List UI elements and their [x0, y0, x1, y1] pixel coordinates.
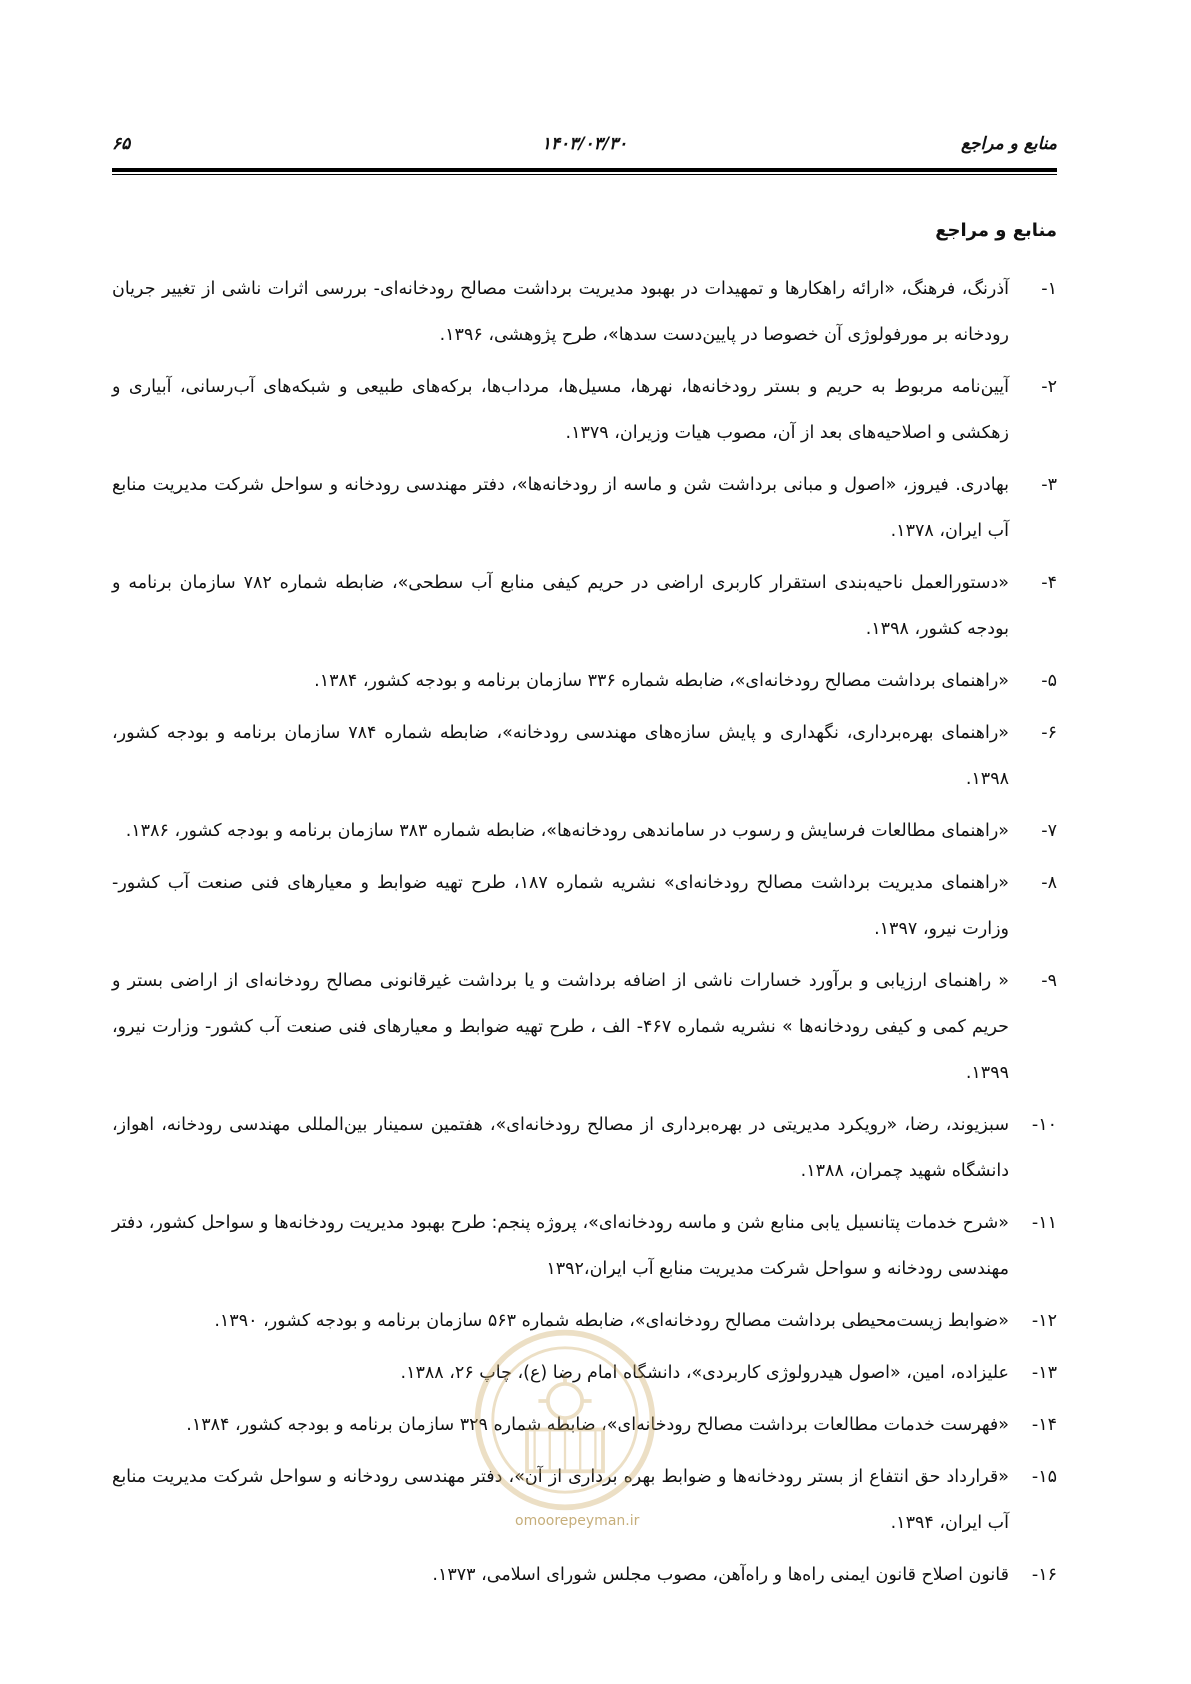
reference-text: «دستورالعمل ناحیه‌بندی استقرار کاربری اراضی در حریم کیفی منابع آب سطحی»، ضابطه شماره ۷۸۲ سازمان برنامه و بودجه کشور، ۱۳۹۸.: [112, 573, 1009, 639]
reference-number: ۴-: [1041, 573, 1057, 593]
reference-text: آذرنگ، فرهنگ، «ارائه راهکارها و تمهیدات در بهبود مدیریت برداشت مصالح رودخانه‌ای- بررسی اثرات ناشی از تغییر جریان رودخانه بر مورفولوژی آن خصوصا در پایین‌دست سدها»، طرح پژوهشی، ۱۳۹۶.: [112, 279, 1009, 345]
header-section-title: منابع و مراجع: [960, 134, 1057, 154]
reference-text: قانون اصلاح قانون ایمنی راه‌ها و راه‌آهن، مصوب مجلس شورای اسلامی، ۱۳۷۳.: [432, 1565, 1009, 1585]
reference-item: [112, 658, 1057, 704]
reference-item: [112, 958, 1057, 1096]
reference-text: «راهنمای مدیریت برداشت مصالح رودخانه‌ای» نشریه شماره ۱۸۷، طرح تهیه ضوابط و معیارهای فنی صنعت آب کشور- وزارت نیرو، ۱۳۹۷.: [112, 873, 1009, 939]
watermark-seal-icon: [470, 1325, 660, 1515]
reference-item: [112, 808, 1057, 854]
reference-text: «شرح خدمات پتانسیل یابی منابع شن و ماسه رودخانه‌ای»، پروژه پنجم: طرح بهبود مدیریت رودخانه‌ها و سواحل کشور، دفتر مهندسی رودخانه و سواحل شرکت مدیریت منابع آب ایران،۱۳۹۲: [112, 1213, 1009, 1279]
reference-item: [112, 1552, 1057, 1598]
reference-text: «راهنمای بهره‌برداری، نگهداری و پایش سازه‌های مهندسی رودخانه»، ضابطه شماره ۷۸۴ سازمان برنامه و بودجه کشور، ۱۳۹۸.: [112, 723, 1009, 789]
reference-item: [112, 560, 1057, 652]
reference-item: [112, 710, 1057, 802]
reference-number: ۳-: [1041, 475, 1057, 495]
reference-number: ۱۵-: [1031, 1467, 1057, 1487]
reference-item: [112, 1200, 1057, 1292]
reference-text: « راهنمای ارزیابی و برآورد خسارات ناشی از اضافه برداشت و یا برداشت غیرقانونی مصالح رودخانه‌ای از اراضی بستر و حریم کمی و کیفی رودخانه‌ها » نشریه شماره ۴۶۷- الف ، طرح تهیه ضوابط و معیارهای فنی صنعت آب کشور- وزارت نیرو، ۱۳۹۹.: [112, 971, 1009, 1083]
reference-number: ۱-: [1041, 279, 1057, 299]
reference-number: ۹-: [1041, 971, 1057, 991]
reference-text: «فهرست خدمات مطالعات برداشت مصالح رودخانه‌ای»، ضابطه شماره ۳۲۹ سازمان برنامه و بودجه کشور، ۱۳۸۴.: [186, 1415, 1009, 1435]
header-date: ۱۴۰۳/۰۳/۳۰: [541, 134, 628, 154]
header-rule-thick: [112, 168, 1057, 172]
header-page-number: ۶۵: [112, 134, 131, 154]
header-rule-thin: [112, 174, 1057, 175]
reference-item: [112, 364, 1057, 456]
reference-item: [112, 860, 1057, 952]
running-header: [112, 130, 1057, 160]
reference-text: علیزاده، امین، «اصول هیدرولوژی کاربردی»، دانشگاه امام رضا (ع)، چاپ ۲۶، ۱۳۸۸.: [400, 1363, 1009, 1383]
section-heading: منابع و مراجع: [935, 220, 1057, 241]
reference-number: ۱۶-: [1031, 1565, 1057, 1585]
reference-number: ۷-: [1041, 821, 1057, 841]
watermark-caption: omoorepeyman.ir: [515, 1513, 640, 1529]
reference-item: [112, 1102, 1057, 1194]
reference-number: ۱۲-: [1031, 1311, 1057, 1331]
reference-text: «راهنمای برداشت مصالح رودخانه‌ای»، ضابطه شماره ۳۳۶ سازمان برنامه و بودجه کشور، ۱۳۸۴.: [314, 671, 1009, 691]
reference-number: ۶-: [1041, 723, 1057, 743]
reference-number: ۸-: [1041, 873, 1057, 893]
reference-text: «قرارداد حق انتفاع از بستر رودخانه‌ها و ضوابط بهره برداری از آن»، دفتر مهندسی رودخانه و سواحل شرکت مدیریت منابع آب ایران، ۱۳۹۴.: [112, 1467, 1009, 1533]
reference-number: ۲-: [1041, 377, 1057, 397]
reference-text: «ضوابط زیست‌محیطی برداشت مصالح رودخانه‌ای»، ضابطه شماره ۵۶۳ سازمان برنامه و بودجه کشور، ۱۳۹۰.: [214, 1311, 1009, 1331]
reference-number: ۱۰-: [1031, 1115, 1057, 1135]
reference-number: ۱۴-: [1031, 1415, 1057, 1435]
reference-text: آیین‌نامه مربوط به حریم و بستر رودخانه‌ها، نهرها، مسیل‌ها، مرداب‌ها، برکه‌های طبیعی و شبکه‌های آب‌رسانی، آبیاری و زهکشی و اصلاحیه‌های بعد از آن، مصوب هیات وزیران، ۱۳۷۹.: [112, 377, 1009, 443]
reference-number: ۱۱-: [1031, 1213, 1057, 1233]
reference-item: [112, 462, 1057, 554]
reference-text: «راهنمای مطالعات فرسایش و رسوب در ساماندهی رودخانه‌ها»، ضابطه شماره ۳۸۳ سازمان برنامه و بودجه کشور، ۱۳۸۶.: [125, 821, 1009, 841]
reference-text: سبزیوند، رضا، «رویکرد مدیریتی در بهره‌برداری از مصالح رودخانه‌ای»، هفتمین سمینار بین‌المللی مهندسی رودخانه، اهواز، دانشگاه شهید چمران، ۱۳۸۸.: [112, 1115, 1009, 1181]
reference-text: بهادری. فیروز، «اصول و مبانی برداشت شن و ماسه از رودخانه‌ها»، دفتر مهندسی رودخانه و سواحل شرکت مدیریت منابع آب ایران، ۱۳۷۸.: [112, 475, 1009, 541]
reference-number: ۵-: [1041, 671, 1057, 691]
reference-item: [112, 266, 1057, 358]
reference-number: ۱۳-: [1031, 1363, 1057, 1383]
